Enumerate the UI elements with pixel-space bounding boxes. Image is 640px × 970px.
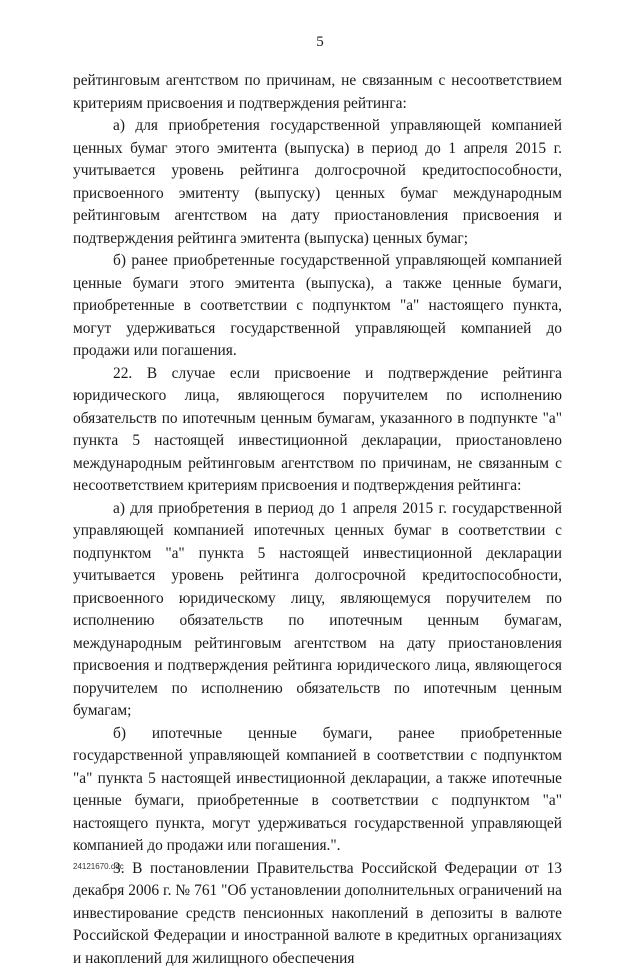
footer-filename: 24121670.doc: [73, 862, 124, 871]
paragraph-item-22-subitem-b: б) ипотечные ценные бумаги, ранее приобретенные государственной управляющей компанией в соответствии с подпунктом "а" пункта 5 настоящей инвестиционной декларации, а также ипотечные ценные бумаги, приобретенные в соответствии с подпунктом "а" настоящего пункта, могут удерживаться государственной управляющей компанией до продажи или погашения.".: [73, 723, 562, 858]
document-body: [73, 70, 562, 970]
paragraph-subitem-b: б) ранее приобретенные государственной управляющей компанией ценные бумаги этого эмитента (выпуска), а также ценные бумаги, приобретенные в соответствии с подпунктом "а" настоящего пункта, могут удерживаться государственной управляющей компанией до продажи или погашения.: [73, 250, 562, 363]
paragraph-item-22-subitem-a: а) для приобретения в период до 1 апреля 2015 г. государственной управляющей компанией ипотечных ценных бумаг в соответствии с подпунктом "а" пункта 5 настоящей инвестиционной декларации учитывается уровень рейтинга долгосрочной кредитоспособности, присвоенного юридическому лицу, являющемуся поручителем по исполнению обязательств по ипотечным ценным бумагам, международным рейтинговым агентством на дату приостановления присвоения и подтверждения рейтинга юридического лица, являющегося поручителем по исполнению обязательств по ипотечным ценным бумагам;: [73, 498, 562, 723]
paragraph-item-22: 22. В случае если присвоение и подтверждение рейтинга юридического лица, являющегося поручителем по исполнению обязательств по ипотечным ценным бумагам, указанного в подпункте "а" пункта 5 настоящей инвестиционной декларации, приостановлено международным рейтинговым агентством по причинам, не связанным с несоответствием критериям присвоения и подтверждения рейтинга:: [73, 363, 562, 498]
paragraph-item-3: 3. В постановлении Правительства Российской Федерации от 13 декабря 2006 г. № 761 "Об установлении дополнительных ограничений на инвестирование средств пенсионных накоплений в депозиты в валюте Российской Федерации и иностранной валюте в кредитных организациях и накоплений для жилищного обеспечения: [73, 858, 562, 970]
paragraph-subitem-a: а) для приобретения государственной управляющей компанией ценных бумаг этого эмитента (выпуска) в период до 1 апреля 2015 г. учитывается уровень рейтинга долгосрочной кредитоспособности, присвоенного эмитенту (выпуску) ценных бумаг международным рейтинговым агентством на дату приостановления присвоения и подтверждения рейтинга эмитента (выпуска) ценных бумаг;: [73, 115, 562, 250]
page-number: 5: [0, 34, 640, 51]
paragraph-continuation: рейтинговым агентством по причинам, не связанным с несоответствием критериям присвоения и подтверждения рейтинга:: [73, 70, 562, 115]
